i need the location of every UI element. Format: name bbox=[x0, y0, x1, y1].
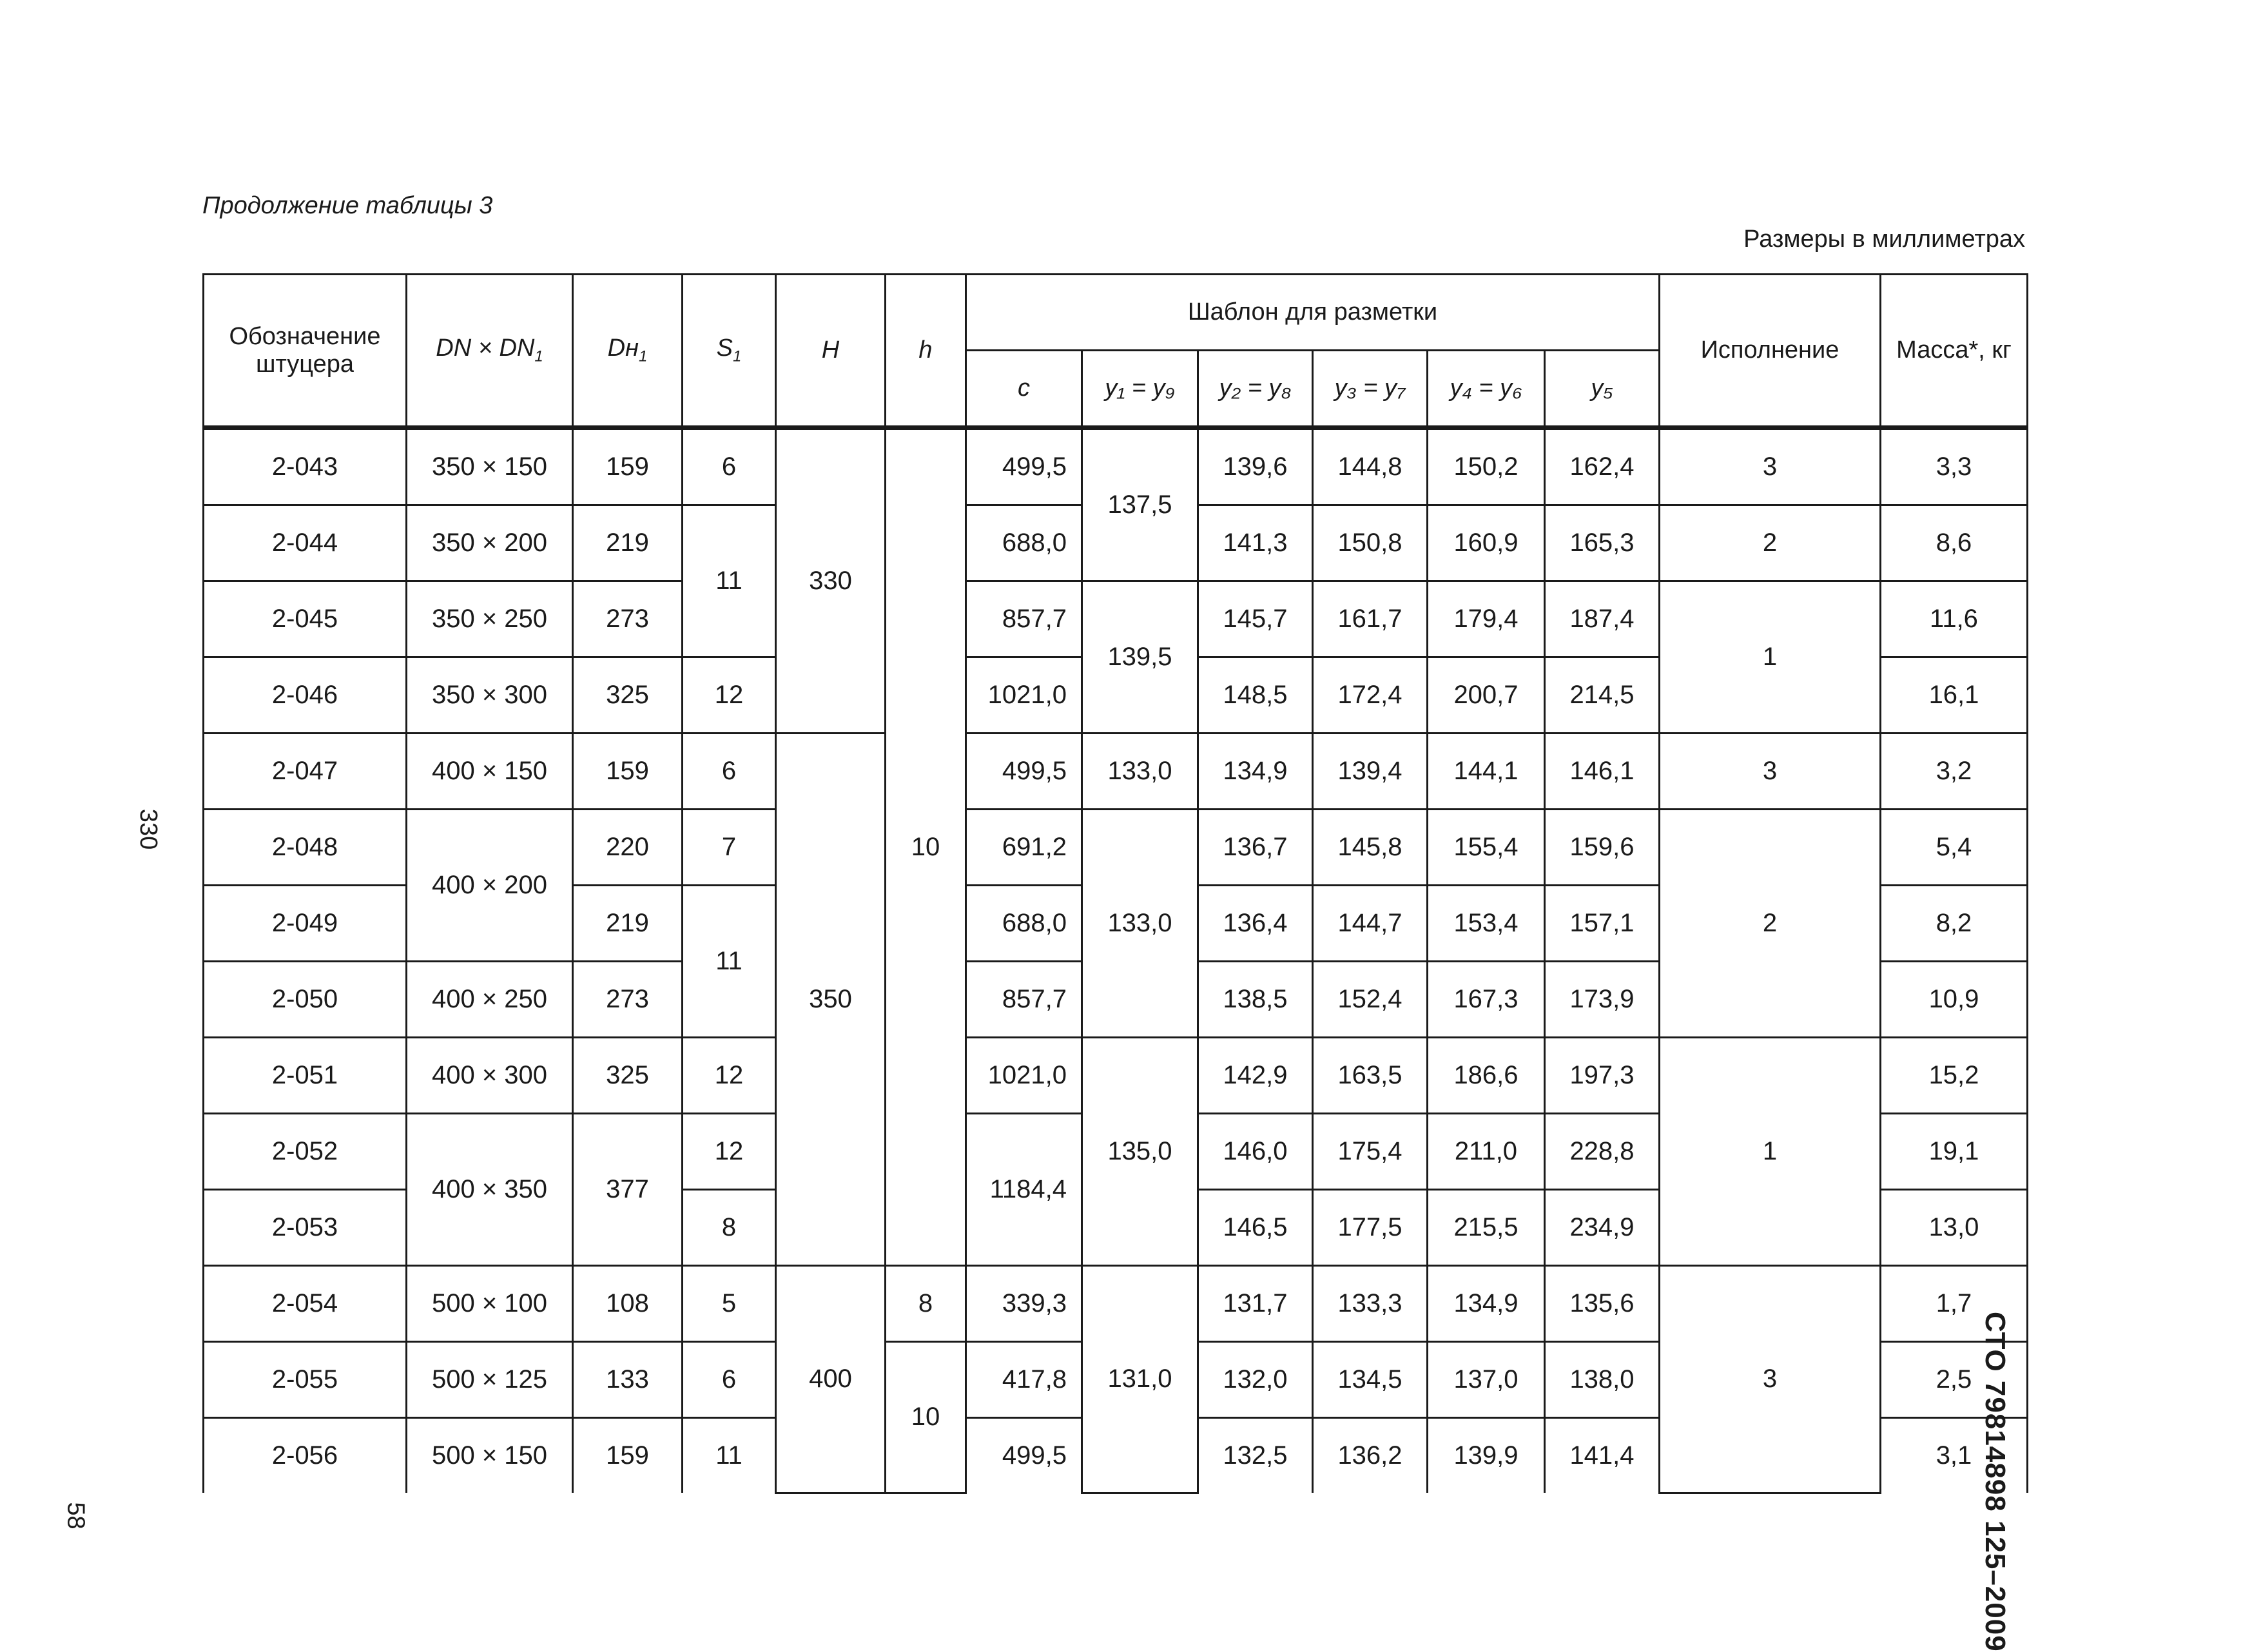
cell-mass: 10,9 bbox=[1881, 962, 2028, 1038]
standard-code: СТО 79814898 125–2009 bbox=[1979, 1312, 2011, 1652]
cell-y3-y7: 163,5 bbox=[1313, 1038, 1428, 1114]
cell-y2-y8: 131,7 bbox=[1198, 1266, 1313, 1342]
cell-dn: 400 × 150 bbox=[407, 734, 573, 810]
cell-dh: 133 bbox=[573, 1342, 683, 1418]
cell-y2-y8: 141,3 bbox=[1198, 505, 1313, 581]
cell-h: 8 bbox=[886, 1266, 966, 1342]
cell-s: 6 bbox=[683, 734, 776, 810]
cell-dn: 500 × 125 bbox=[407, 1342, 573, 1418]
cell-y4-y6: 150,2 bbox=[1428, 428, 1545, 505]
cell-dh: 220 bbox=[573, 810, 683, 886]
cell-c: 857,7 bbox=[966, 581, 1082, 657]
cell-s: 11 bbox=[683, 1418, 776, 1493]
cell-c: 1021,0 bbox=[966, 657, 1082, 734]
table-row bbox=[204, 810, 2028, 886]
cell-mass: 3,3 bbox=[1881, 428, 2028, 505]
cell-y4-y6: 200,7 bbox=[1428, 657, 1545, 734]
cell-y3-y7: 144,8 bbox=[1313, 428, 1428, 505]
cell-y3-y7: 152,4 bbox=[1313, 962, 1428, 1038]
cell-execution: 1 bbox=[1660, 581, 1881, 734]
cell-mass: 13,0 bbox=[1881, 1190, 2028, 1266]
cell-designation: 2-044 bbox=[204, 505, 407, 581]
cell-dh: 219 bbox=[573, 505, 683, 581]
cell-y5: 197,3 bbox=[1545, 1038, 1660, 1114]
header-designation: Обозначение штуцера bbox=[204, 275, 407, 428]
cell-dn: 400 × 300 bbox=[407, 1038, 573, 1114]
cell-execution: 1 bbox=[1660, 1038, 1881, 1266]
cell-s: 6 bbox=[683, 428, 776, 505]
cell-c: 499,5 bbox=[966, 734, 1082, 810]
cell-dh: 159 bbox=[573, 428, 683, 505]
cell-designation: 2-047 bbox=[204, 734, 407, 810]
cell-y5: 173,9 bbox=[1545, 962, 1660, 1038]
table-caption: Продолжение таблицы 3 bbox=[202, 192, 493, 219]
header-template: Шаблон для разметки bbox=[966, 275, 1660, 351]
cell-execution: 3 bbox=[1660, 1266, 1881, 1493]
cell-mass: 3,2 bbox=[1881, 734, 2028, 810]
cell-s: 12 bbox=[683, 657, 776, 734]
cell-s: 12 bbox=[683, 1114, 776, 1190]
cell-h: 10 bbox=[886, 1342, 966, 1493]
cell-c: 688,0 bbox=[966, 886, 1082, 962]
cell-y4-y6: 153,4 bbox=[1428, 886, 1545, 962]
cell-y3-y7: 134,5 bbox=[1313, 1342, 1428, 1418]
cell-h: 10 bbox=[886, 428, 966, 1266]
cell-y4-y6: 167,3 bbox=[1428, 962, 1545, 1038]
cell-y5: 138,0 bbox=[1545, 1342, 1660, 1418]
cell-y3-y7: 150,8 bbox=[1313, 505, 1428, 581]
cell-y4-y6: 155,4 bbox=[1428, 810, 1545, 886]
cell-execution: 2 bbox=[1660, 810, 1881, 1038]
cell-dn: 400 × 350 bbox=[407, 1114, 573, 1266]
header-y3-y7: y₃ = y₇ bbox=[1313, 351, 1428, 428]
cell-y4-y6: 144,1 bbox=[1428, 734, 1545, 810]
cell-designation: 2-050 bbox=[204, 962, 407, 1038]
cell-y2-y8: 138,5 bbox=[1198, 962, 1313, 1038]
cell-y2-y8: 136,7 bbox=[1198, 810, 1313, 886]
cell-y4-y6: 186,6 bbox=[1428, 1038, 1545, 1114]
cell-s: 12 bbox=[683, 1038, 776, 1114]
cell-c: 1184,4 bbox=[966, 1114, 1082, 1266]
cell-dn: 350 × 200 bbox=[407, 505, 573, 581]
header-dn: DN × $DN_1$ bbox=[407, 275, 573, 428]
cell-dn: 500 × 100 bbox=[407, 1266, 573, 1342]
cell-dh: 108 bbox=[573, 1266, 683, 1342]
cell-y2-y8: 146,5 bbox=[1198, 1190, 1313, 1266]
cell-y3-y7: 161,7 bbox=[1313, 581, 1428, 657]
cell-dn: 350 × 300 bbox=[407, 657, 573, 734]
cell-y2-y8: 136,4 bbox=[1198, 886, 1313, 962]
cell-mass: 3,1 bbox=[1881, 1418, 2028, 1493]
cell-designation: 2-056 bbox=[204, 1418, 407, 1493]
cell-dn: 400 × 200 bbox=[407, 810, 573, 962]
cell-dh: 273 bbox=[573, 962, 683, 1038]
cell-execution: 3 bbox=[1660, 428, 1881, 505]
table-row bbox=[204, 428, 2028, 505]
cell-y3-y7: 133,3 bbox=[1313, 1266, 1428, 1342]
cell-designation: 2-054 bbox=[204, 1266, 407, 1342]
cell-y3-y7: 172,4 bbox=[1313, 657, 1428, 734]
cell-y1-y9: 133,0 bbox=[1082, 810, 1198, 1038]
cell-designation: 2-045 bbox=[204, 581, 407, 657]
cell-c: 417,8 bbox=[966, 1342, 1082, 1418]
cell-y5: 187,4 bbox=[1545, 581, 1660, 657]
header-H: H bbox=[776, 275, 886, 428]
cell-dn: 400 × 250 bbox=[407, 962, 573, 1038]
cell-mass: 11,6 bbox=[1881, 581, 2028, 657]
cell-H: 350 bbox=[776, 734, 886, 1266]
cell-designation: 2-053 bbox=[204, 1190, 407, 1266]
cell-y3-y7: 177,5 bbox=[1313, 1190, 1428, 1266]
cell-y1-y9: 139,5 bbox=[1082, 581, 1198, 734]
cell-s: 6 bbox=[683, 1342, 776, 1418]
cell-dn: 350 × 150 bbox=[407, 428, 573, 505]
cell-c: 499,5 bbox=[966, 428, 1082, 505]
cell-c: 499,5 bbox=[966, 1418, 1082, 1493]
cell-dh: 219 bbox=[573, 886, 683, 962]
cell-y4-y6: 137,0 bbox=[1428, 1342, 1545, 1418]
cell-y3-y7: 144,7 bbox=[1313, 886, 1428, 962]
cell-designation: 2-049 bbox=[204, 886, 407, 962]
page-number-bottom: 58 bbox=[62, 1502, 90, 1530]
cell-y5: 162,4 bbox=[1545, 428, 1660, 505]
cell-designation: 2-046 bbox=[204, 657, 407, 734]
cell-dh: 377 bbox=[573, 1114, 683, 1266]
cell-y2-y8: 132,0 bbox=[1198, 1342, 1313, 1418]
cell-y2-y8: 132,5 bbox=[1198, 1418, 1313, 1493]
cell-y5: 228,8 bbox=[1545, 1114, 1660, 1190]
cell-execution: 2 bbox=[1660, 505, 1881, 581]
cell-y4-y6: 211,0 bbox=[1428, 1114, 1545, 1190]
units-note: Размеры в миллиметрах bbox=[1743, 226, 2025, 253]
header-y5: y₅ bbox=[1545, 351, 1660, 428]
cell-y5: 135,6 bbox=[1545, 1266, 1660, 1342]
header-h: h bbox=[886, 275, 966, 428]
cell-y4-y6: 139,9 bbox=[1428, 1418, 1545, 1493]
cell-dh: 325 bbox=[573, 1038, 683, 1114]
header-c: c bbox=[966, 351, 1082, 428]
cell-y5: 165,3 bbox=[1545, 505, 1660, 581]
cell-mass: 8,6 bbox=[1881, 505, 2028, 581]
header-execution: Исполнение bbox=[1660, 275, 1881, 428]
cell-c: 339,3 bbox=[966, 1266, 1082, 1342]
cell-execution: 3 bbox=[1660, 734, 1881, 810]
page-number-rotated: 330 bbox=[135, 808, 162, 850]
cell-s: 7 bbox=[683, 810, 776, 886]
cell-y2-y8: 134,9 bbox=[1198, 734, 1313, 810]
cell-y3-y7: 175,4 bbox=[1313, 1114, 1428, 1190]
cell-y5: 141,4 bbox=[1545, 1418, 1660, 1493]
table-row bbox=[204, 734, 2028, 810]
cell-designation: 2-055 bbox=[204, 1342, 407, 1418]
cell-y2-y8: 145,7 bbox=[1198, 581, 1313, 657]
cell-mass: 16,1 bbox=[1881, 657, 2028, 734]
cell-y3-y7: 145,8 bbox=[1313, 810, 1428, 886]
cell-mass: 15,2 bbox=[1881, 1038, 2028, 1114]
header-s: $S_1$ bbox=[683, 275, 776, 428]
cell-s: 11 bbox=[683, 505, 776, 657]
cell-y1-y9: 133,0 bbox=[1082, 734, 1198, 810]
cell-y2-y8: 148,5 bbox=[1198, 657, 1313, 734]
cell-designation: 2-052 bbox=[204, 1114, 407, 1190]
header-y2-y8: y₂ = y₈ bbox=[1198, 351, 1313, 428]
table-row bbox=[204, 1266, 2028, 1342]
header-y4-y6: y₄ = y₆ bbox=[1428, 351, 1545, 428]
cell-dh: 159 bbox=[573, 1418, 683, 1493]
cell-s: 11 bbox=[683, 886, 776, 1038]
cell-y5: 157,1 bbox=[1545, 886, 1660, 962]
cell-y5: 234,9 bbox=[1545, 1190, 1660, 1266]
cell-mass: 1,7 bbox=[1881, 1266, 2028, 1342]
cell-mass: 19,1 bbox=[1881, 1114, 2028, 1190]
cell-dn: 350 × 250 bbox=[407, 581, 573, 657]
cell-y4-y6: 160,9 bbox=[1428, 505, 1545, 581]
cell-mass: 5,4 bbox=[1881, 810, 2028, 886]
cell-y1-y9: 135,0 bbox=[1082, 1038, 1198, 1266]
header-dh: $Dн_1$ bbox=[573, 275, 683, 428]
cell-y5: 146,1 bbox=[1545, 734, 1660, 810]
cell-y3-y7: 136,2 bbox=[1313, 1418, 1428, 1493]
cell-s: 8 bbox=[683, 1190, 776, 1266]
cell-dh: 273 bbox=[573, 581, 683, 657]
cell-y5: 214,5 bbox=[1545, 657, 1660, 734]
cell-c: 688,0 bbox=[966, 505, 1082, 581]
cell-designation: 2-051 bbox=[204, 1038, 407, 1114]
cell-y4-y6: 179,4 bbox=[1428, 581, 1545, 657]
dimensions-table bbox=[202, 273, 2028, 1494]
table-row bbox=[204, 1038, 2028, 1114]
cell-c: 857,7 bbox=[966, 962, 1082, 1038]
cell-dn: 500 × 150 bbox=[407, 1418, 573, 1493]
cell-designation: 2-043 bbox=[204, 428, 407, 505]
cell-c: 1021,0 bbox=[966, 1038, 1082, 1114]
cell-mass: 2,5 bbox=[1881, 1342, 2028, 1418]
cell-dh: 325 bbox=[573, 657, 683, 734]
cell-y1-y9: 137,5 bbox=[1082, 428, 1198, 581]
cell-y2-y8: 139,6 bbox=[1198, 428, 1313, 505]
cell-mass: 8,2 bbox=[1881, 886, 2028, 962]
cell-H: 400 bbox=[776, 1266, 886, 1493]
cell-s: 5 bbox=[683, 1266, 776, 1342]
cell-designation: 2-048 bbox=[204, 810, 407, 886]
cell-y3-y7: 139,4 bbox=[1313, 734, 1428, 810]
cell-y2-y8: 142,9 bbox=[1198, 1038, 1313, 1114]
cell-y4-y6: 134,9 bbox=[1428, 1266, 1545, 1342]
cell-c: 691,2 bbox=[966, 810, 1082, 886]
table-row bbox=[204, 581, 2028, 657]
cell-y4-y6: 215,5 bbox=[1428, 1190, 1545, 1266]
cell-dh: 159 bbox=[573, 734, 683, 810]
cell-y1-y9: 131,0 bbox=[1082, 1266, 1198, 1493]
header-y1-y9: y₁ = y₉ bbox=[1082, 351, 1198, 428]
cell-y2-y8: 146,0 bbox=[1198, 1114, 1313, 1190]
cell-H: 330 bbox=[776, 428, 886, 734]
cell-y5: 159,6 bbox=[1545, 810, 1660, 886]
header-mass: Масса*, кг bbox=[1881, 275, 2028, 428]
